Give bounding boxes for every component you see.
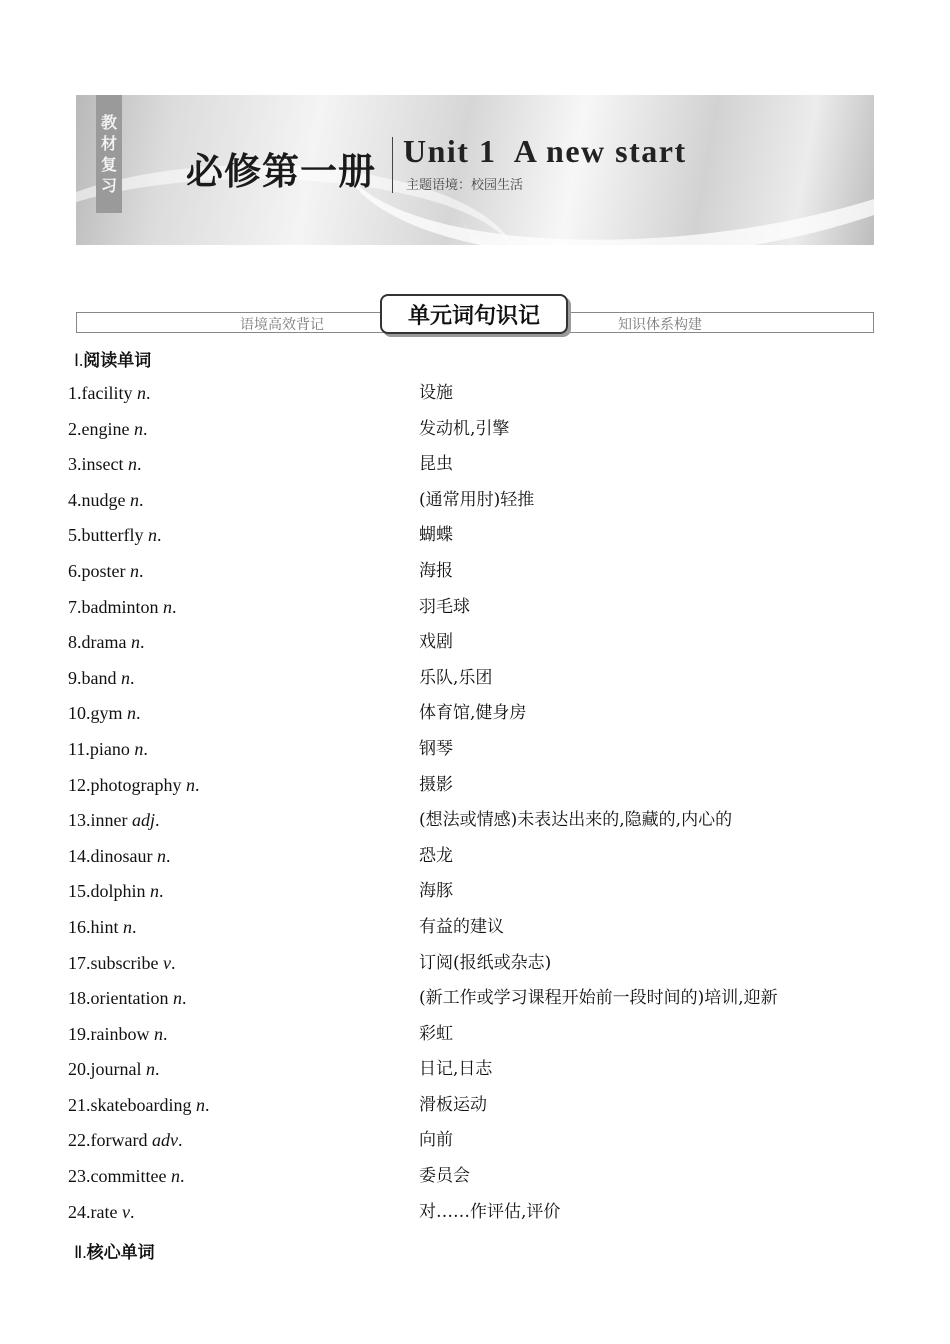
vocab-part-of-speech: n — [170, 1166, 180, 1187]
vocab-headword: 12.photography — [68, 774, 186, 795]
vocab-pos-period: . — [156, 525, 162, 546]
vocab-word — [68, 517, 161, 553]
vocab-part-of-speech: n — [136, 383, 146, 403]
vocab-list — [68, 375, 888, 1229]
vocab-word — [68, 411, 147, 447]
vocab-pos-period: . — [143, 738, 148, 759]
vocab-pos-period: . — [170, 952, 176, 973]
vocab-part-of-speech: n — [128, 454, 137, 475]
side-tag-char: 复 — [100, 155, 117, 174]
vocab-meaning: 有益的建议 — [419, 916, 504, 937]
vocab-word — [68, 624, 144, 660]
vocab-row — [68, 873, 888, 909]
vocab-pos-period: . — [177, 1130, 183, 1151]
vocab-meaning: 订阅(报纸或杂志) — [419, 952, 552, 973]
vocab-word — [68, 731, 148, 767]
vocab-part-of-speech: adj — [131, 810, 155, 831]
vocab-part-of-speech: n — [150, 881, 160, 902]
vocab-meaning: 滑板运动 — [419, 1094, 487, 1115]
vocab-part-of-speech: v — [162, 952, 171, 973]
vocab-row — [68, 624, 888, 660]
vocab-pos-period: . — [139, 489, 144, 510]
vocab-meaning: 体育馆,健身房 — [419, 703, 527, 724]
vocab-row — [68, 767, 888, 803]
vocab-headword: 13.inner — [68, 810, 132, 831]
vocab-word — [68, 1016, 167, 1052]
part-heading-core-words — [74, 1238, 155, 1263]
vocab-row — [68, 838, 888, 874]
vocab-part-of-speech: n — [123, 916, 133, 937]
vocab-pos-period: . — [145, 383, 151, 403]
vocab-meaning: 设施 — [419, 383, 453, 403]
vocab-row — [68, 660, 888, 696]
vocab-meaning: 海豚 — [419, 881, 453, 902]
vocab-part-of-speech: v — [121, 1201, 130, 1222]
vocab-headword: 23.committee — [68, 1166, 171, 1187]
vocab-word — [68, 767, 199, 803]
vocab-pos-period: . — [162, 1023, 168, 1044]
vocab-row — [68, 375, 888, 411]
vocab-word — [68, 873, 164, 909]
vocab-pos-period: . — [181, 988, 187, 1009]
vocab-pos-period: . — [130, 667, 135, 688]
vocab-meaning: (通常用肘)轻推 — [419, 489, 535, 510]
vocab-headword: 9.band — [68, 667, 121, 688]
part-heading-reading-words — [74, 346, 151, 371]
vocab-row — [68, 589, 888, 625]
vocab-pos-period: . — [132, 916, 137, 937]
vocab-word — [68, 1194, 134, 1230]
vocab-part-of-speech: n — [147, 525, 157, 546]
vocab-meaning: 摄影 — [419, 774, 453, 795]
vocab-row — [68, 980, 888, 1016]
vocab-meaning: 戏剧 — [419, 632, 453, 653]
vocab-meaning: (想法或情感)未表达出来的,隐藏的,内心的 — [419, 810, 733, 831]
vocab-row — [68, 909, 888, 945]
unit-title: Unit 1 A new start — [403, 133, 687, 169]
vocab-meaning: 蝴蝶 — [419, 525, 453, 546]
vocab-part-of-speech: n — [130, 560, 139, 581]
vocab-part-of-speech: n — [133, 418, 143, 439]
vocab-meaning: 向前 — [419, 1130, 453, 1151]
banner-divider — [392, 137, 393, 193]
side-tag-char: 习 — [100, 176, 117, 195]
vocab-meaning: 海报 — [419, 560, 453, 581]
section-badge: 单元词句识记 — [380, 294, 568, 334]
vocab-word — [68, 553, 144, 589]
vocab-part-of-speech: n — [130, 632, 140, 653]
vocab-headword: 24.rate — [68, 1201, 122, 1222]
vocab-pos-period: . — [172, 596, 177, 617]
vocab-headword: 7.badminton — [68, 596, 163, 617]
vocab-word — [68, 980, 186, 1016]
vocab-word — [68, 1122, 182, 1158]
side-tag-char: 材 — [100, 134, 117, 153]
vocab-row — [68, 1122, 888, 1158]
vocab-headword: 3.insect — [68, 454, 128, 475]
vocab-word — [68, 1087, 209, 1123]
vocab-pos-period: . — [129, 1201, 135, 1222]
vocab-meaning: 彩虹 — [419, 1023, 453, 1044]
vocab-pos-period: . — [159, 881, 164, 902]
vocab-word — [68, 589, 177, 625]
vocab-headword: 10.gym — [68, 703, 128, 724]
vocab-word — [68, 838, 171, 874]
vocab-meaning: 对……作评估,评价 — [419, 1201, 561, 1222]
vocab-meaning: 委员会 — [419, 1166, 470, 1187]
section-left-label: 语境高效背记 — [240, 317, 324, 333]
vocab-meaning: 乐队,乐团 — [419, 667, 493, 688]
vocab-row — [68, 446, 888, 482]
vocab-word — [68, 660, 135, 696]
vocab-pos-period: . — [204, 1094, 210, 1115]
vocab-headword: 11.piano — [68, 738, 135, 759]
vocab-part-of-speech: n — [185, 774, 195, 795]
vocab-pos-period: . — [194, 774, 200, 795]
vocab-row — [68, 411, 888, 447]
vocab-row — [68, 1051, 888, 1087]
vocab-part-of-speech: n — [195, 1094, 205, 1115]
vocab-pos-period: . — [179, 1166, 185, 1187]
vocab-part-of-speech: n — [130, 489, 139, 510]
vocab-word — [68, 695, 141, 731]
vocab-part-of-speech: n — [146, 1059, 155, 1080]
vocab-meaning: 发动机,引擎 — [419, 418, 510, 439]
vocab-row — [68, 731, 888, 767]
part-number: Ⅱ. — [74, 1243, 87, 1262]
vocab-word — [68, 482, 144, 518]
vocab-headword: 2.engine — [68, 418, 134, 439]
vocab-row — [68, 1194, 888, 1230]
book-title: 必修第一册 — [186, 150, 376, 193]
vocab-meaning: 羽毛球 — [419, 596, 470, 617]
part-title: 核心单词 — [86, 1243, 155, 1263]
theme-context: 主题语境：校园生活 — [406, 178, 524, 193]
vocab-row — [68, 945, 888, 981]
vocab-part-of-speech: adv — [151, 1130, 178, 1151]
vocab-pos-period: . — [136, 703, 141, 724]
vocab-part-of-speech: n — [134, 738, 144, 759]
side-tag — [96, 95, 122, 213]
part-number: Ⅰ. — [74, 351, 84, 370]
vocab-meaning: 昆虫 — [419, 454, 453, 475]
vocab-meaning: 钢琴 — [419, 738, 453, 759]
vocab-word — [68, 945, 175, 981]
vocab-headword: 22.forward — [68, 1130, 152, 1151]
vocab-pos-period: . — [137, 454, 142, 475]
vocab-row — [68, 482, 888, 518]
vocab-pos-period: . — [155, 810, 160, 831]
vocab-word — [68, 1158, 184, 1194]
vocab-pos-period: . — [166, 845, 171, 866]
vocab-headword: 5.butterfly — [68, 525, 148, 546]
vocab-row — [68, 695, 888, 731]
part-title: 阅读单词 — [83, 351, 152, 371]
vocab-headword: 21.skateboarding — [68, 1094, 196, 1115]
vocab-pos-period: . — [142, 418, 148, 439]
vocab-headword: 16.hint — [68, 916, 124, 937]
vocab-part-of-speech: n — [127, 703, 137, 724]
vocab-row — [68, 802, 888, 838]
vocab-headword: 20.journal — [68, 1059, 146, 1080]
vocab-part-of-speech: n — [172, 988, 182, 1009]
vocab-part-of-speech: n — [163, 596, 172, 617]
side-tag-char: 教 — [100, 113, 117, 132]
vocab-word — [68, 802, 160, 838]
vocab-pos-period: . — [155, 1059, 160, 1080]
vocab-headword: 17.subscribe — [68, 952, 163, 973]
vocab-headword: 6.poster — [68, 560, 130, 581]
vocab-row — [68, 553, 888, 589]
vocab-headword: 1.facility — [68, 383, 137, 403]
vocab-headword: 19.rainbow — [68, 1023, 154, 1044]
vocab-row — [68, 1158, 888, 1194]
vocab-word — [68, 375, 150, 411]
vocab-meaning: 日记,日志 — [419, 1059, 493, 1080]
vocab-part-of-speech: n — [157, 845, 166, 866]
vocab-headword: 15.dolphin — [68, 881, 151, 902]
vocab-word — [68, 1051, 160, 1087]
vocab-part-of-speech: n — [121, 667, 130, 688]
unit-banner — [76, 95, 874, 245]
vocab-meaning: (新工作或学习课程开始前一段时间的)培训,迎新 — [419, 988, 778, 1009]
vocab-meaning: 恐龙 — [419, 845, 453, 866]
vocab-part-of-speech: n — [153, 1023, 163, 1044]
vocab-headword: 8.drama — [68, 632, 131, 653]
section-right-label: 知识体系构建 — [618, 317, 702, 333]
vocab-headword: 4.nudge — [68, 489, 130, 510]
vocab-word — [68, 446, 142, 482]
vocab-pos-period: . — [139, 560, 144, 581]
vocab-pos-period: . — [139, 632, 145, 653]
vocab-headword: 14.dinosaur — [68, 845, 157, 866]
vocab-row — [68, 1087, 888, 1123]
vocab-row — [68, 517, 888, 553]
vocab-headword: 18.orientation — [68, 988, 173, 1009]
vocab-row — [68, 1016, 888, 1052]
vocab-word — [68, 909, 137, 945]
